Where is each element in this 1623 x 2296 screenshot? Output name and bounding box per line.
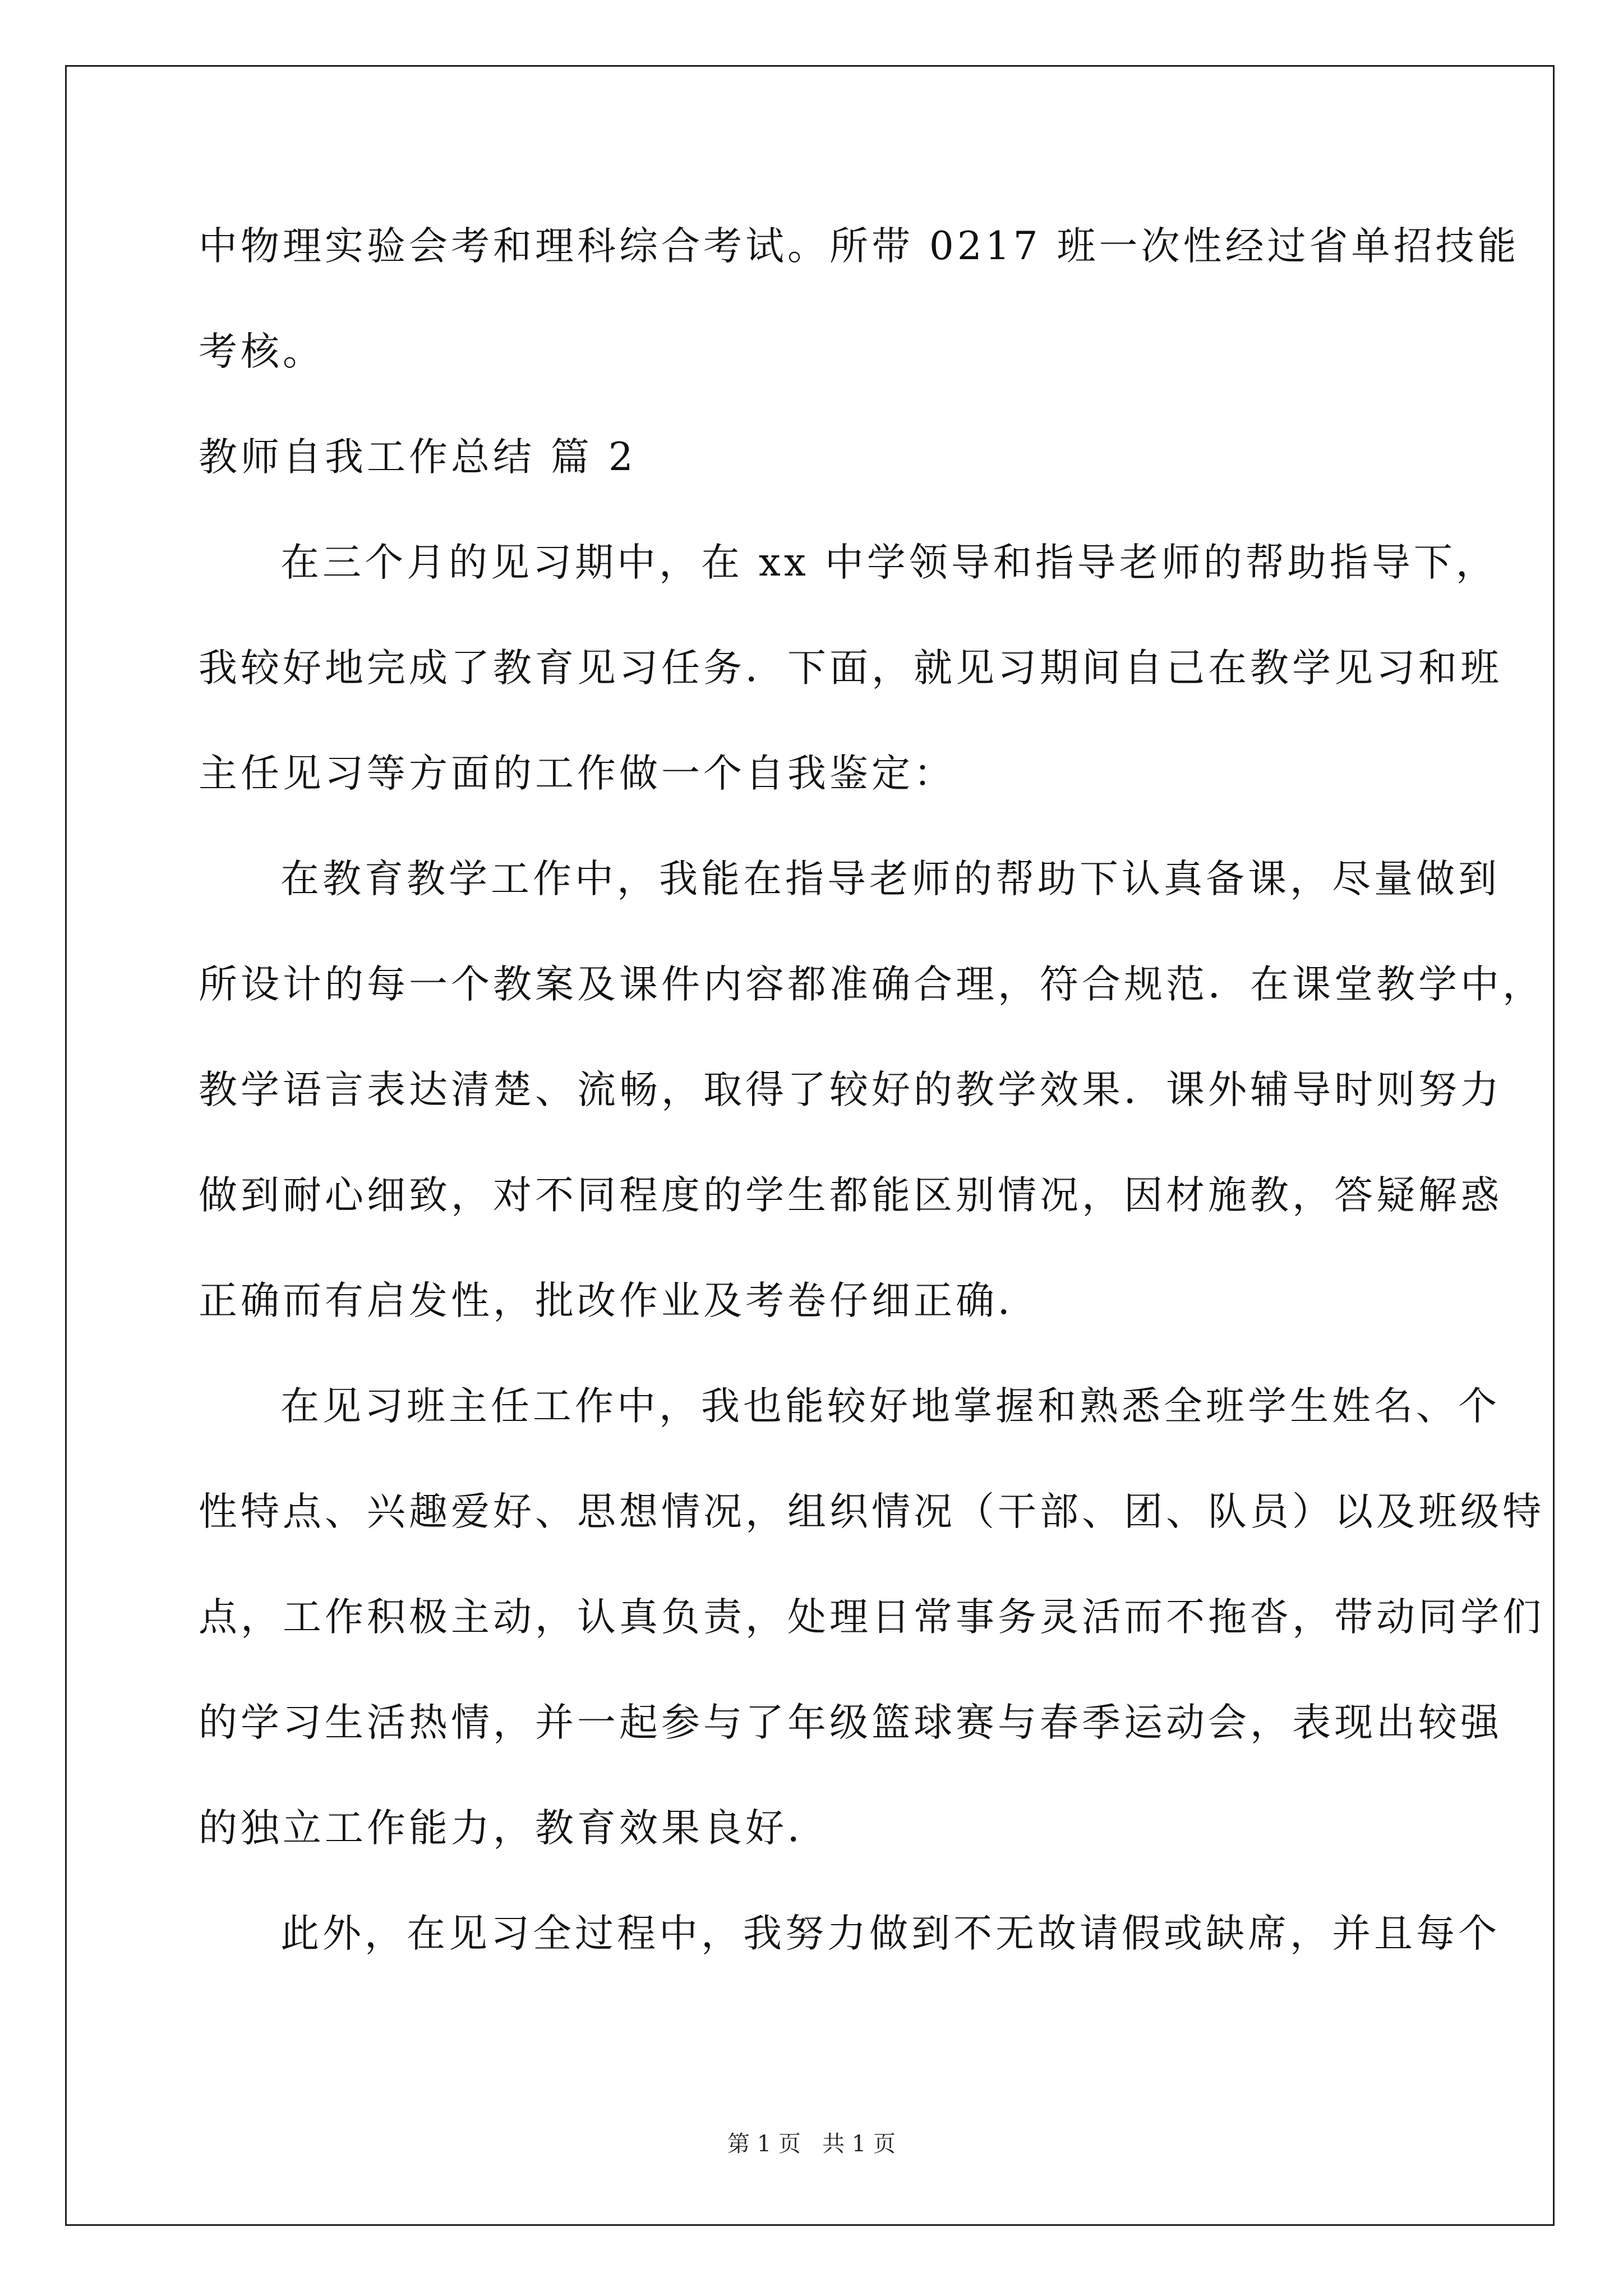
body-line: 正确而有启发性，批改作业及考卷仔细正确．	[199, 1278, 1040, 1323]
body-line: 我较好地完成了教育见习任务．下面，就见习期间自己在教学见习和班	[199, 646, 1502, 691]
body-line: 教学语言表达清楚、流畅，取得了较好的教学效果．课外辅导时则努力	[199, 1068, 1502, 1112]
body-line: 的独立工作能力，教育效果良好．	[199, 1806, 829, 1851]
body-line: 点，工作积极主动，认真负责，处理日常事务灵活而不拖沓，带动同学们	[199, 1595, 1544, 1640]
body-line: 主任见习等方面的工作做一个自我鉴定：	[199, 751, 956, 796]
body-line: 中物理实验会考和理科综合考试。所带 0217 班一次性经过省单招技能	[199, 224, 1520, 269]
paragraph-first-line: 在三个月的见习期中，在 xx 中学领导和指导老师的帮助指导下，	[280, 540, 1498, 585]
paragraph-first-line: 此外，在见习全过程中，我努力做到不无故请假或缺席，并且每个	[280, 1911, 1500, 1956]
body-line: 的学习生活热情，并一起参与了年级篮球赛与春季运动会，表现出较强	[199, 1700, 1502, 1745]
section-heading: 教师自我工作总结 篇 2	[199, 435, 637, 480]
body-line: 性特点、兴趣爱好、思想情况，组织情况（干部、团、队员）以及班级特	[199, 1489, 1544, 1534]
paragraph-first-line: 在教育教学工作中，我能在指导老师的帮助下认真备课，尽量做到	[280, 857, 1500, 901]
body-line: 做到耐心细致，对不同程度的学生都能区别情况，因材施教，答疑解惑	[199, 1173, 1502, 1218]
body-line: 考核。	[199, 329, 325, 374]
page-frame	[65, 65, 1555, 2226]
body-line: 所设计的每一个教案及课件内容都准确合理，符合规范．在课堂教学中，	[199, 962, 1544, 1007]
page-number-footer: 第 1 页 共 1 页	[727, 2131, 896, 2157]
paragraph-first-line: 在见习班主任工作中，我也能较好地掌握和熟悉全班学生姓名、个	[280, 1384, 1500, 1429]
